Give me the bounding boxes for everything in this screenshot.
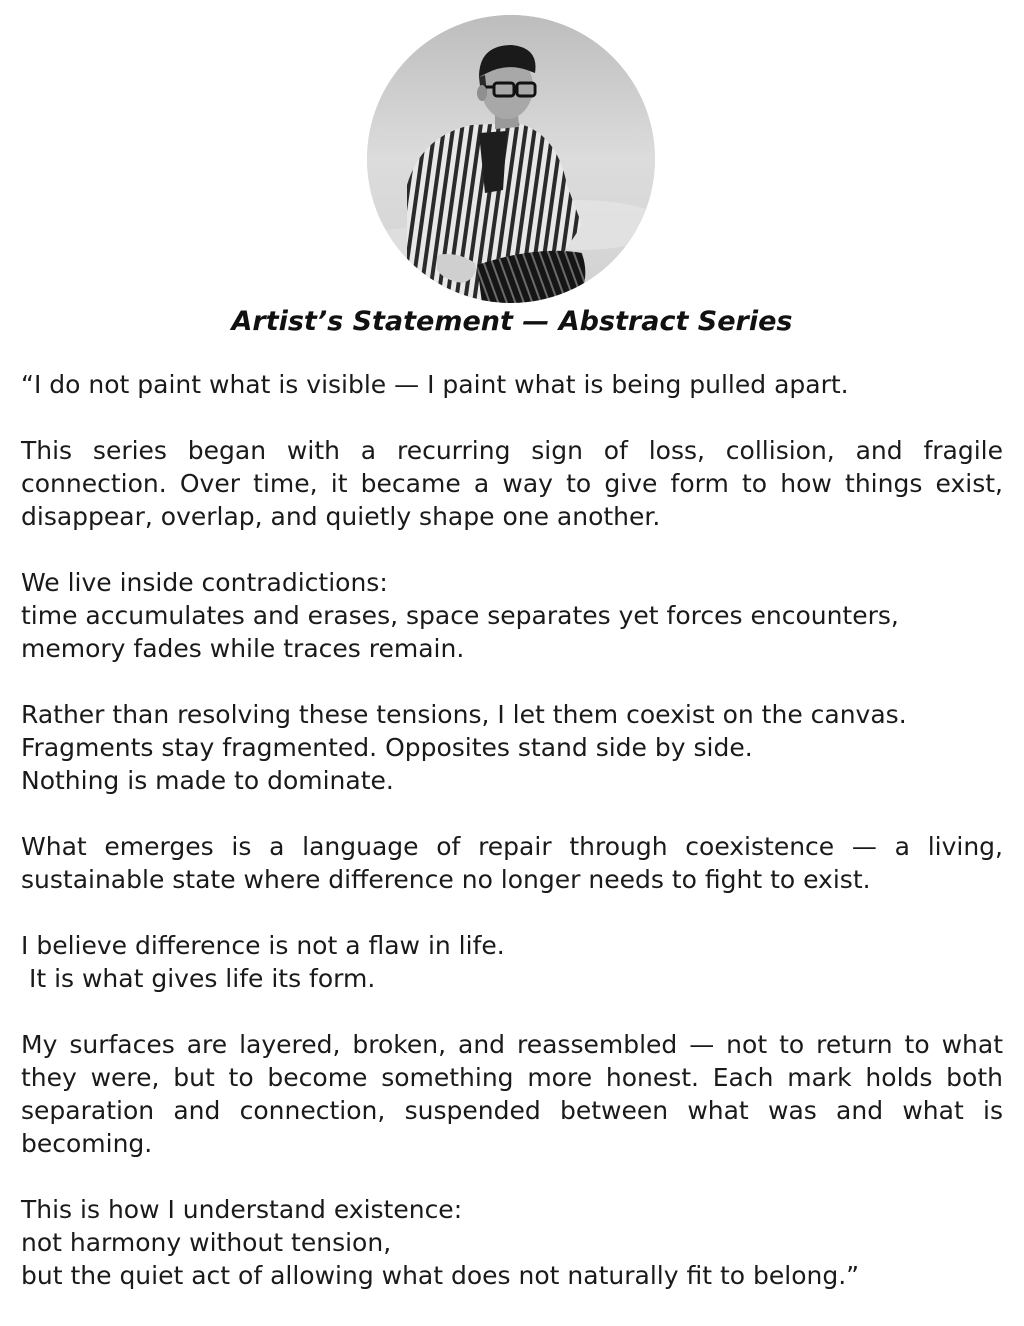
artist-portrait: [367, 15, 655, 303]
statement-line: memory fades while traces remain.: [21, 634, 465, 663]
statement-paragraph: What emerges is a language of repair through coexistence — a living, sustainable state where difference no longer needs to fight to exist.: [21, 832, 1003, 894]
statement-title: Artist’s Statement — Abstract Series: [231, 306, 793, 337]
statement-body: [21, 368, 1003, 1325]
statement-paragraph: [21, 368, 1003, 401]
statement-line: It is what gives life its form.: [21, 964, 376, 993]
statement-line: We live inside contradictions:: [21, 568, 388, 597]
statement-line: Nothing is made to dominate.: [21, 766, 394, 795]
statement-paragraph: [21, 929, 1003, 995]
statement-line: Fragments stay fragmented. Opposites stand side by side.: [21, 733, 753, 762]
statement-line: I believe difference is not a flaw in life.: [21, 931, 505, 960]
statement-paragraph: This series began with a recurring sign of loss, collision, and fragile connection. Over time, it became a way to give form to how things exist, disappear, overlap, and quietly shape one another.: [21, 436, 1003, 531]
statement-line: “I do not paint what is visible — I paint what is being pulled apart.: [21, 370, 849, 399]
statement-line: but the quiet act of allowing what does not naturally fit to belong.”: [21, 1261, 860, 1290]
statement-line: not harmony without tension,: [21, 1228, 392, 1257]
statement-paragraph: My surfaces are layered, broken, and reassembled — not to return to what they were, but to become something more honest. Each mark holds both separation and connection, suspended between what was and what is becoming.: [21, 1030, 1003, 1158]
statement-line: Rather than resolving these tensions, I let them coexist on the canvas.: [21, 700, 907, 729]
statement-paragraph: [21, 698, 1003, 797]
statement-paragraph: [21, 566, 1003, 665]
statement-line: time accumulates and erases, space separates yet forces encounters,: [21, 601, 899, 630]
statement-paragraph: [21, 1193, 1003, 1292]
statement-line: This is how I understand existence:: [21, 1195, 463, 1224]
